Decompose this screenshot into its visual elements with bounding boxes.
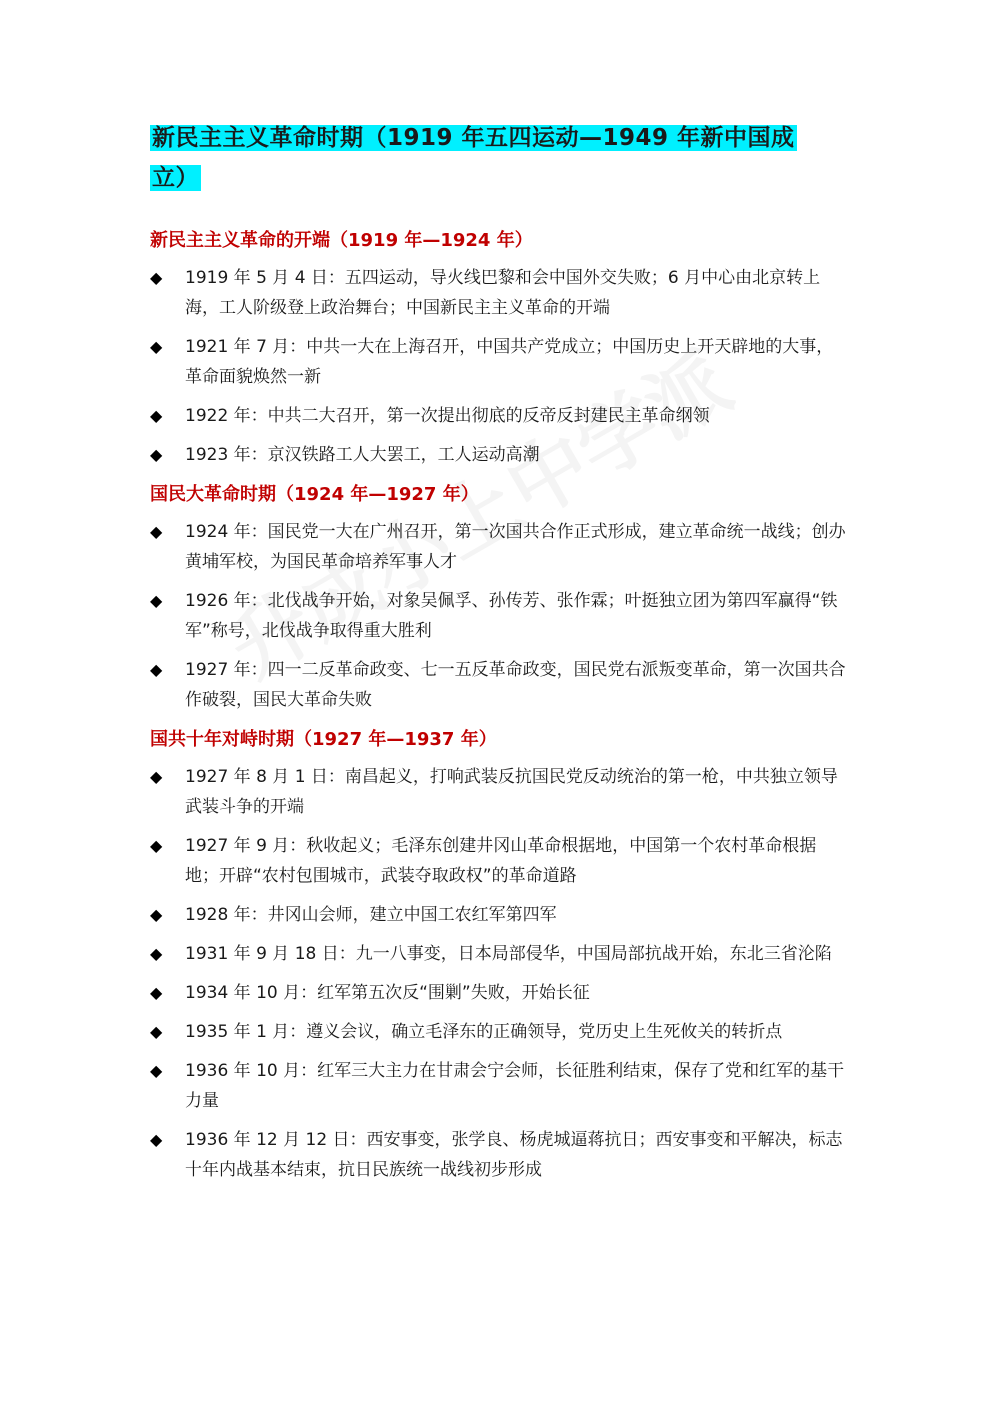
list-item-text: 1927 年 9 月：秋收起义；毛泽东创建井冈山革命根据地，中国第一个农村革命根据地；开辟“农村包围城市，武装夺取政权”的革命道路 xyxy=(185,836,817,886)
list-item-text: 1926 年：北伐战争开始，对象吴佩孚、孙传芳、张作霖；叶挺独立团为第四军赢得“铁军”称号，北伐战争取得重大胜利 xyxy=(185,591,838,641)
list-item xyxy=(150,332,850,392)
page-title xyxy=(150,118,810,198)
list-item xyxy=(150,831,850,891)
diamond-bullet-icon: ◆ xyxy=(150,767,163,786)
list-item-text: 1934 年 10 月：红军第五次反“围剿”失败，开始长征 xyxy=(185,983,590,1003)
bullet-list xyxy=(150,517,850,715)
list-item xyxy=(150,401,850,431)
diamond-bullet-icon: ◆ xyxy=(150,1022,163,1041)
list-item-text: 1936 年 12 月 12 日：西安事变，张学良、杨虎城逼蒋抗日；西安事变和平解决，标志十年内战基本结束，抗日民族统一战线初步形成 xyxy=(185,1130,843,1180)
list-item xyxy=(150,1125,850,1185)
list-item xyxy=(150,586,850,646)
list-item xyxy=(150,440,850,470)
list-item-text: 1935 年 1 月：遵义会议，确立毛泽东的正确领导，党历史上生死攸关的转折点 xyxy=(185,1022,783,1042)
section-heading: 新民主主义革命的开端（1919 年—1924 年） xyxy=(150,230,533,251)
list-item-text: 1927 年：四一二反革命政变、七一五反革命政变，国民党右派叛变革命，第一次国共合作破裂，国民大革命失败 xyxy=(185,660,846,710)
section-heading: 国共十年对峙时期（1927 年—1937 年） xyxy=(150,729,497,750)
bullet-list xyxy=(150,263,850,470)
document-page xyxy=(150,118,850,1197)
list-item-text: 1922 年：中共二大召开，第一次提出彻底的反帝反封建民主革命纲领 xyxy=(185,406,710,426)
diamond-bullet-icon: ◆ xyxy=(150,268,163,287)
list-item xyxy=(150,900,850,930)
list-item-text: 1927 年 8 月 1 日：南昌起义，打响武装反抗国民党反动统治的第一枪，中共独立领导武装斗争的开端 xyxy=(185,767,838,817)
list-item-text: 1928 年：井冈山会师，建立中国工农红军第四军 xyxy=(185,905,557,925)
diamond-bullet-icon: ◆ xyxy=(150,905,163,924)
section-1 xyxy=(150,482,850,715)
list-item-text: 1931 年 9 月 18 日：九一八事变，日本局部侵华，中国局部抗战开始，东北三省沦陷 xyxy=(185,944,832,964)
list-item xyxy=(150,762,850,822)
diamond-bullet-icon: ◆ xyxy=(150,983,163,1002)
list-item xyxy=(150,978,850,1008)
page-title-text: 新民主主义革命时期（1919 年五四运动—1949 年新中国成立） xyxy=(152,125,795,191)
diamond-bullet-icon: ◆ xyxy=(150,1130,163,1149)
diamond-bullet-icon: ◆ xyxy=(150,660,163,679)
diamond-bullet-icon: ◆ xyxy=(150,591,163,610)
diamond-bullet-icon: ◆ xyxy=(150,406,163,425)
list-item xyxy=(150,1017,850,1047)
list-item xyxy=(150,1056,850,1116)
list-item-text: 1924 年：国民党一大在广州召开，第一次国共合作正式形成，建立革命统一战线；创办黄埔军校，为国民革命培养军事人才 xyxy=(185,522,846,572)
diamond-bullet-icon: ◆ xyxy=(150,1061,163,1080)
diamond-bullet-icon: ◆ xyxy=(150,445,163,464)
list-item-text: 1936 年 10 月：红军三大主力在甘肃会宁会师，长征胜利结束，保存了党和红军的基干力量 xyxy=(185,1061,845,1111)
diamond-bullet-icon: ◆ xyxy=(150,836,163,855)
section-2 xyxy=(150,727,850,1185)
list-item xyxy=(150,655,850,715)
list-item-text: 1923 年：京汉铁路工人大罢工，工人运动高潮 xyxy=(185,445,540,465)
diamond-bullet-icon: ◆ xyxy=(150,522,163,541)
list-item-text: 1921 年 7 月：中共一大在上海召开，中国共产党成立；中国历史上开天辟地的大事，革命面貌焕然一新 xyxy=(185,337,834,387)
diamond-bullet-icon: ◆ xyxy=(150,944,163,963)
list-item xyxy=(150,517,850,577)
list-item xyxy=(150,939,850,969)
list-item xyxy=(150,263,850,323)
list-item-text: 1919 年 5 月 4 日：五四运动，导火线巴黎和会中国外交失败；6 月中心由北京转上海，工人阶级登上政治舞台；中国新民主主义革命的开端 xyxy=(185,268,821,318)
section-heading: 国民大革命时期（1924 年—1927 年） xyxy=(150,484,479,505)
sections-container xyxy=(150,228,850,1185)
diamond-bullet-icon: ◆ xyxy=(150,337,163,356)
bullet-list xyxy=(150,762,850,1185)
section-0 xyxy=(150,228,850,470)
